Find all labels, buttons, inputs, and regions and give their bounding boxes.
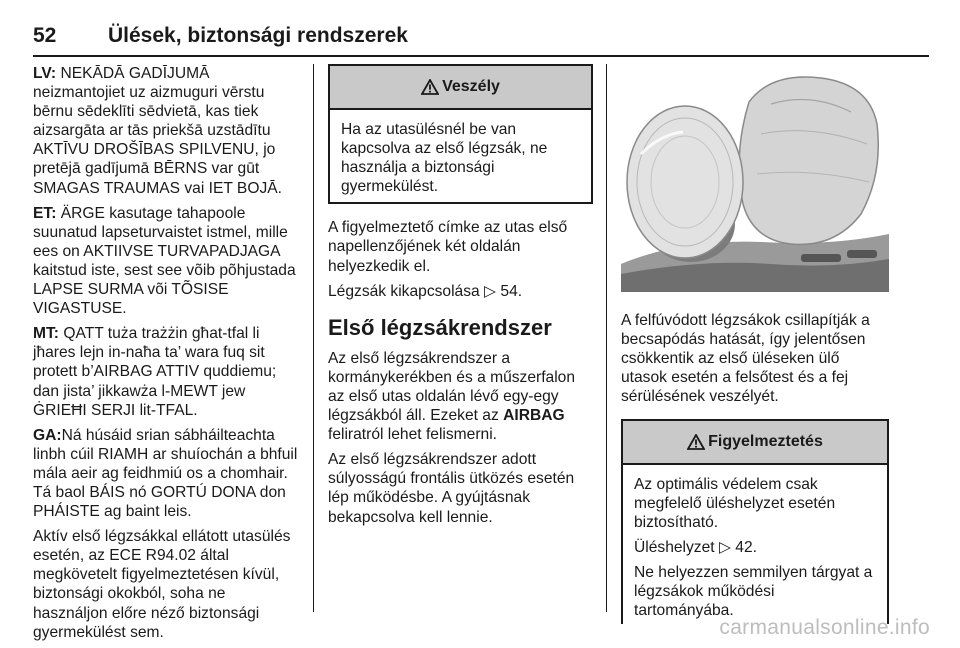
airbag-label: AIRBAG bbox=[503, 407, 565, 425]
ref-text: Üléshelyzet bbox=[634, 538, 715, 556]
caution-text-3: Ne helyezzen semmilyen tárgyat a légzsákok működési tartományába. bbox=[634, 563, 873, 620]
lang-label-lv: LV: bbox=[33, 65, 57, 82]
danger-box-body bbox=[330, 110, 591, 202]
desc-start: Az első légzsákrendszer a kormánykerékben és a műszerfalon az első utas oldalán lévő egy-egy légzsákból áll. Ezeket az bbox=[328, 349, 576, 425]
warning-irish bbox=[33, 426, 303, 521]
warning-text-mt: QATT tuża trażżin għat-tfal li jħares lejn in-naħa ta’ wara fuq sit protett b’AIRBAG ATTIV quddiemu; dan jista’ jikkawża l-MEWT jew ĠRIEĦI SERJI lit-TFAL. bbox=[33, 325, 277, 419]
warning-text-lv: NEKĀDĀ GADĪJUMĀ neizmantojiet uz aizmuguri vērstu bērnu sēdeklīti sēdvietā, kas tiek aizsargāta ar tās priekšā uzstādītu AKTĪVU DROŠĪBAS SPILVENU, jo pretējā gadījumā BĒRNS var gūt SMAGAS TRAUMAS vai IET BOJĀ. bbox=[33, 65, 282, 197]
ref-arrow-icon: ▷ bbox=[718, 538, 731, 556]
inflated-airbags-illustration bbox=[621, 64, 889, 292]
page-title: Ülések, biztonsági rendszerek bbox=[108, 24, 408, 47]
watermark: carmanualsonline.info bbox=[719, 616, 930, 639]
seat-position-ref bbox=[634, 538, 876, 557]
lang-label-mt: MT: bbox=[33, 325, 59, 343]
danger-box-title: Veszély bbox=[442, 78, 500, 96]
airbag-effect-paragraph: A felfúvódott légzsákok csillapítják a becsapódás hatását, így jelentősen csökkentik az első üléseken ülő utasok esetén a felsőtest és a fej sérülésének veszélyét. bbox=[621, 312, 870, 406]
warning-text-ga: Ná húsáid srian sábháilteachta linbh cúil RIAMH ar shuíochán a bhfuil mála aeir ag feidhmiú os a chomhair. Tá baol BÁIS nó GORTÚ DONA don PHÁISTE ag baint leis. bbox=[33, 426, 298, 521]
section-heading: Első légzsákrendszer bbox=[328, 314, 552, 340]
page-header bbox=[0, 0, 960, 54]
warning-estonian bbox=[33, 204, 303, 319]
warning-latvian bbox=[33, 64, 303, 198]
warning-maltese bbox=[33, 324, 303, 419]
airbag-deactivation-ref bbox=[328, 282, 593, 301]
ref-page: 42. bbox=[735, 538, 757, 556]
warning-triangle-icon bbox=[687, 434, 705, 450]
caution-box bbox=[621, 419, 889, 625]
danger-box bbox=[328, 64, 593, 204]
header-rule bbox=[33, 55, 929, 57]
warning-triangle-icon bbox=[421, 79, 439, 95]
ref-page: 54. bbox=[500, 282, 523, 300]
ref-arrow-icon: ▷ bbox=[484, 282, 497, 300]
caution-box-header bbox=[623, 421, 887, 465]
label-location-paragraph: A figyelmeztető címke az utas első napellenzőjének két oldalán helyezkedik el. bbox=[328, 219, 568, 275]
lang-label-ga: GA: bbox=[33, 426, 62, 444]
caution-box-title: Figyelmeztetés bbox=[708, 433, 823, 451]
activation-paragraph: Az első légzsákrendszer adott súlyosságú frontális ütközés esetén lép működésbe. A gyújtásnak bekapcsolva kell lennie. bbox=[328, 451, 575, 526]
danger-text: Ha az utasülésnél be van kapcsolva az első légzsák, ne használja a biztonsági gyermekülést. bbox=[341, 121, 548, 196]
column-2 bbox=[328, 64, 593, 533]
front-airbag-description bbox=[328, 349, 593, 444]
column-divider-2 bbox=[606, 64, 607, 612]
danger-box-header bbox=[330, 66, 591, 110]
caution-box-body bbox=[623, 465, 887, 625]
lang-label-et: ET: bbox=[33, 204, 57, 222]
desc-end: feliratról lehet felismerni. bbox=[328, 426, 497, 444]
caution-text-1: Az optimális védelem csak megfelelő üléshelyzet esetén biztosítható. bbox=[634, 475, 836, 531]
page-number: 52 bbox=[33, 24, 57, 47]
column-1 bbox=[33, 64, 303, 648]
ref-text: Légzsák kikapcsolása bbox=[328, 282, 480, 300]
column-divider-1 bbox=[313, 64, 314, 612]
body-paragraph: Aktív első légzsákkal ellátott utasülés esetén, az ECE R94.02 által megkövetelt figyelmeztetésen kívül, biztonsági okokból, soha ne használjon előre néző biztonsági gyermekülést sem. bbox=[33, 528, 291, 641]
warning-text-et: ÄRGE kasutage tahapoole suunatud lapseturvaistet istmel, mille ees on AKTIIVSE TURVAPADJAGA kaitstud iste, sest see võib põhjustada LAPSE SURMA või TÕSISE VIGASTUSE. bbox=[33, 204, 296, 318]
column-3 bbox=[621, 64, 889, 638]
